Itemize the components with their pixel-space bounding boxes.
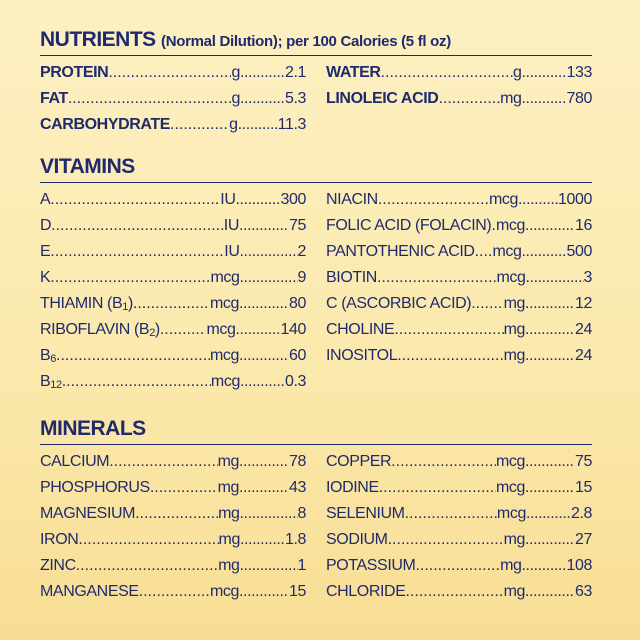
nutrient-value: 15 <box>289 583 306 600</box>
nutrient-name-text: FAT <box>40 90 68 107</box>
nutrient-name <box>326 269 377 287</box>
nutrient-value: 16 <box>575 217 592 234</box>
nutrient-row <box>40 295 306 321</box>
leader-dots <box>381 64 513 82</box>
leader-dots <box>239 479 289 497</box>
nutrient-name-text: MANGANESE <box>40 583 139 600</box>
leader-dots <box>438 90 500 108</box>
nutrient-row <box>326 269 592 295</box>
nutrient-row <box>326 295 592 321</box>
nutrient-value: 80 <box>289 295 306 312</box>
nutrients-title: NUTRIENTS <box>40 28 156 51</box>
leader-dots <box>405 505 497 523</box>
leader-dots <box>68 90 232 108</box>
leader-dots <box>394 321 503 339</box>
leader-dots <box>475 243 493 261</box>
nutrient-row <box>40 217 306 243</box>
leader-dots <box>239 347 289 365</box>
nutrient-name-text: CHOLINE <box>326 321 395 338</box>
nutrient-name-text: SELENIUM <box>326 505 405 522</box>
nutrient-value: 2 <box>297 243 306 260</box>
leader-dots <box>415 557 500 575</box>
nutrient-name <box>326 347 397 365</box>
nutrients-right-column <box>326 64 592 142</box>
nutrient-name-text: POTASSIUM <box>326 557 416 574</box>
nutrient-name-text: B <box>40 347 51 364</box>
nutrient-unit: mcg <box>488 191 518 208</box>
nutrient-name-subscript: 12 <box>50 379 62 391</box>
nutrient-value: 12 <box>575 295 592 312</box>
nutrient-name <box>326 531 388 549</box>
nutrient-name-text: CHLORIDE <box>326 583 406 600</box>
leader-dots <box>50 269 210 287</box>
nutrient-unit: mg <box>503 347 525 364</box>
nutrient-name <box>40 191 50 209</box>
nutrient-value: 780 <box>566 90 592 107</box>
vitamins-left-column <box>40 191 306 399</box>
nutrient-row <box>326 347 592 373</box>
nutrient-value: 0.3 <box>284 373 306 390</box>
nutrient-unit: IU <box>224 243 240 260</box>
nutrient-row <box>326 191 592 217</box>
leader-dots <box>240 531 285 549</box>
nutrient-name <box>326 583 405 601</box>
nutrient-value: 300 <box>280 191 306 208</box>
nutrient-name-text: ZINC <box>40 557 76 574</box>
nutrient-name <box>40 531 78 549</box>
nutrient-unit: g <box>229 116 238 133</box>
nutrient-name <box>326 217 491 235</box>
nutrient-row <box>40 453 306 479</box>
nutrient-name <box>40 557 76 575</box>
nutrient-value: 2.8 <box>570 505 592 522</box>
leader-dots <box>50 191 220 209</box>
nutrient-name <box>40 243 50 261</box>
leader-dots <box>76 557 218 575</box>
nutrient-name-text: LINOLEIC ACID <box>326 90 439 107</box>
leader-dots <box>471 295 503 313</box>
leader-dots <box>378 191 489 209</box>
leader-dots <box>160 321 207 339</box>
nutrient-unit: mg <box>218 531 240 548</box>
nutrient-unit: mg <box>218 557 240 574</box>
nutrient-value: 133 <box>566 64 592 81</box>
leader-dots <box>139 583 210 601</box>
nutrient-name <box>40 373 62 391</box>
leader-dots <box>236 321 281 339</box>
leader-dots <box>150 479 218 497</box>
leader-dots <box>135 505 218 523</box>
nutrient-name-text: E <box>40 243 51 260</box>
nutrient-name <box>40 269 50 287</box>
leader-dots <box>522 243 567 261</box>
nutrient-name <box>326 321 394 339</box>
nutrient-row <box>326 243 592 269</box>
nutrient-unit: mcg <box>495 217 525 234</box>
nutrient-row <box>326 90 592 116</box>
nutrient-unit: g <box>231 90 240 107</box>
nutrient-name <box>40 217 51 235</box>
nutrient-unit: mcg <box>496 269 526 286</box>
nutrient-row <box>40 321 306 347</box>
leader-dots <box>239 453 289 471</box>
nutrient-value: 140 <box>280 321 306 338</box>
nutrient-name-text: INOSITOL <box>326 347 398 364</box>
leader-dots <box>525 531 575 549</box>
nutrient-name-tail: ) <box>127 295 133 312</box>
nutrient-unit: g <box>231 64 240 81</box>
nutrient-value: 8 <box>297 505 306 522</box>
nutrient-unit: mcg <box>209 583 239 600</box>
nutrients-section <box>40 28 592 142</box>
leader-dots <box>405 583 503 601</box>
nutrient-name-text: C (ASCORBIC ACID) <box>326 295 472 312</box>
nutrient-name <box>326 453 391 471</box>
leader-dots <box>525 583 575 601</box>
nutrient-name-text: BIOTIN <box>326 269 377 286</box>
leader-dots <box>240 557 298 575</box>
leader-dots <box>50 243 224 261</box>
nutrient-value: 60 <box>289 347 306 364</box>
nutrient-name-text: FOLIC ACID (FOLACIN) <box>326 217 492 234</box>
leader-dots <box>108 64 231 82</box>
nutrient-row <box>40 479 306 505</box>
nutrient-unit: mcg <box>492 243 522 260</box>
nutrient-unit: mcg <box>495 453 525 470</box>
nutrient-row <box>40 583 306 609</box>
nutrient-unit: mg <box>500 557 522 574</box>
leader-dots <box>239 583 289 601</box>
nutrient-name-text: CARBOHYDRATE <box>40 116 171 133</box>
nutrient-name <box>326 64 381 82</box>
nutrient-row <box>40 531 306 557</box>
leader-dots <box>388 531 504 549</box>
minerals-left-column <box>40 453 306 609</box>
nutrient-unit: mg <box>503 321 525 338</box>
nutrient-value: 75 <box>575 453 592 470</box>
leader-dots <box>525 295 575 313</box>
nutrient-value: 24 <box>575 347 592 364</box>
nutrient-unit: mg <box>503 295 525 312</box>
nutrient-unit: mcg <box>206 321 236 338</box>
leader-dots <box>522 64 567 82</box>
nutrient-unit: mg <box>503 531 525 548</box>
minerals-right-column <box>326 453 592 609</box>
nutrient-value: 5.3 <box>284 90 306 107</box>
leader-dots <box>522 90 567 108</box>
leader-dots <box>525 347 575 365</box>
nutrient-unit: mcg <box>210 373 240 390</box>
nutrient-value: 1 <box>297 557 306 574</box>
nutrient-unit: mcg <box>496 505 526 522</box>
nutrient-row <box>40 191 306 217</box>
nutrient-value: 11.3 <box>277 116 306 133</box>
nutrient-row <box>326 583 592 609</box>
nutrient-name <box>40 90 68 108</box>
nutrient-unit: mcg <box>210 269 240 286</box>
leader-dots <box>240 505 298 523</box>
nutrient-name-text: PANTOTHENIC ACID <box>326 243 475 260</box>
leader-dots <box>170 116 229 134</box>
nutrient-name <box>326 295 471 313</box>
leader-dots <box>240 269 298 287</box>
nutrient-row <box>326 217 592 243</box>
nutrient-value: 2.1 <box>284 64 306 81</box>
nutrient-row <box>326 64 592 90</box>
nutrient-unit: mcg <box>495 479 525 496</box>
nutrient-name <box>40 64 108 82</box>
nutrient-name-text: B <box>40 373 51 390</box>
minerals-section <box>40 417 592 609</box>
nutrient-unit: mg <box>217 453 239 470</box>
nutrient-unit: IU <box>223 217 239 234</box>
nutrient-row <box>40 269 306 295</box>
nutrient-value: 75 <box>289 217 306 234</box>
minerals-title: MINERALS <box>40 417 146 440</box>
nutrients-left-column <box>40 64 306 142</box>
nutrient-unit: mg <box>217 479 239 496</box>
vitamins-right-column <box>326 191 592 399</box>
nutrient-name-text: MAGNESIUM <box>40 505 136 522</box>
nutrient-value: 43 <box>289 479 306 496</box>
leader-dots <box>109 453 217 471</box>
nutrient-name-text: THIAMIN (B <box>40 295 123 312</box>
nutrient-name <box>40 116 170 134</box>
nutrient-unit: mcg <box>209 295 239 312</box>
nutrient-unit: IU <box>220 191 236 208</box>
nutrient-unit: mg <box>218 505 240 522</box>
nutrient-name-subscript: 1 <box>122 301 128 313</box>
nutrient-row <box>326 531 592 557</box>
leader-dots <box>238 116 278 134</box>
leader-dots <box>525 479 575 497</box>
vitamins-header <box>40 155 592 183</box>
nutrient-name-text: PROTEIN <box>40 64 109 81</box>
nutrient-name-text: D <box>40 217 52 234</box>
nutrient-name <box>40 583 139 601</box>
leader-dots <box>236 191 281 209</box>
nutrient-name <box>40 295 133 313</box>
vitamins-section <box>40 155 592 399</box>
nutrient-value: 24 <box>575 321 592 338</box>
leader-dots <box>526 505 571 523</box>
leader-dots <box>78 531 218 549</box>
nutrient-name <box>326 90 438 108</box>
nutrient-value: 1000 <box>558 191 592 208</box>
nutrient-row <box>326 321 592 347</box>
nutrient-value: 9 <box>297 269 306 286</box>
leader-dots <box>240 90 285 108</box>
leader-dots <box>240 243 298 261</box>
leader-dots <box>518 191 558 209</box>
nutrient-unit: mcg <box>209 347 239 364</box>
nutrient-name <box>40 505 135 523</box>
nutrient-name-text: RIBOFLAVIN (B <box>40 321 150 338</box>
nutrient-value: 78 <box>289 453 306 470</box>
nutrient-name-text: COPPER <box>326 453 392 470</box>
nutrient-value: 15 <box>575 479 592 496</box>
nutrient-name-text: WATER <box>326 64 381 81</box>
nutrient-value: 3 <box>583 269 592 286</box>
nutrient-name-subscript: 6 <box>50 353 56 365</box>
nutrient-name-text: SODIUM <box>326 531 388 548</box>
nutrient-name-tail: ) <box>154 321 160 338</box>
nutrient-unit: mg <box>500 90 522 107</box>
nutrient-row <box>40 373 306 399</box>
leader-dots <box>56 347 210 365</box>
nutrient-row <box>326 479 592 505</box>
leader-dots <box>525 217 575 235</box>
nutrient-value: 500 <box>566 243 592 260</box>
nutrient-name-subscript: 2 <box>149 327 155 339</box>
nutrient-name-text: A <box>40 191 51 208</box>
leader-dots <box>240 64 285 82</box>
nutrient-row <box>40 557 306 583</box>
nutrient-name <box>326 191 378 209</box>
leader-dots <box>525 453 575 471</box>
nutrient-name-text: IODINE <box>326 479 379 496</box>
nutrient-row <box>326 557 592 583</box>
leader-dots <box>379 479 496 497</box>
nutrient-name <box>40 479 150 497</box>
leader-dots <box>522 557 567 575</box>
nutrient-name-text: CALCIUM <box>40 453 110 470</box>
nutrient-unit: mg <box>503 583 525 600</box>
vitamins-title: VITAMINS <box>40 155 135 178</box>
nutrient-value: 63 <box>575 583 592 600</box>
nutrient-row <box>40 116 306 142</box>
leader-dots <box>526 269 584 287</box>
nutrient-value: 108 <box>566 557 592 574</box>
nutrient-value: 1.8 <box>284 531 306 548</box>
nutrient-name <box>326 243 475 261</box>
minerals-header <box>40 417 592 445</box>
nutrient-row <box>40 90 306 116</box>
nutrient-name-text: IRON <box>40 531 79 548</box>
leader-dots <box>133 295 210 313</box>
nutrient-row <box>326 505 592 531</box>
leader-dots <box>62 373 211 391</box>
nutrients-subtitle: (Normal Dilution); per 100 Calories (5 fl oz) <box>161 33 451 50</box>
nutrient-name <box>40 347 56 365</box>
leader-dots <box>391 453 496 471</box>
nutrient-unit: g <box>513 64 522 81</box>
nutrient-row <box>40 505 306 531</box>
nutrient-name <box>326 557 415 575</box>
leader-dots <box>239 217 289 235</box>
leader-dots <box>239 295 289 313</box>
leader-dots <box>525 321 575 339</box>
nutrient-name-text: PHOSPHORUS <box>40 479 150 496</box>
nutrient-row <box>40 347 306 373</box>
nutrient-name <box>40 453 109 471</box>
nutrient-row <box>40 243 306 269</box>
leader-dots <box>240 373 285 391</box>
nutrients-header <box>40 28 592 56</box>
nutrient-name <box>326 505 405 523</box>
nutrient-value: 27 <box>575 531 592 548</box>
nutrient-row <box>40 64 306 90</box>
leader-dots <box>51 217 224 235</box>
nutrient-name-text: NIACIN <box>326 191 378 208</box>
nutrient-row <box>326 453 592 479</box>
nutrient-name <box>326 479 379 497</box>
leader-dots <box>377 269 497 287</box>
nutrient-name <box>40 321 160 339</box>
leader-dots <box>397 347 503 365</box>
nutrient-name-text: K <box>40 269 51 286</box>
